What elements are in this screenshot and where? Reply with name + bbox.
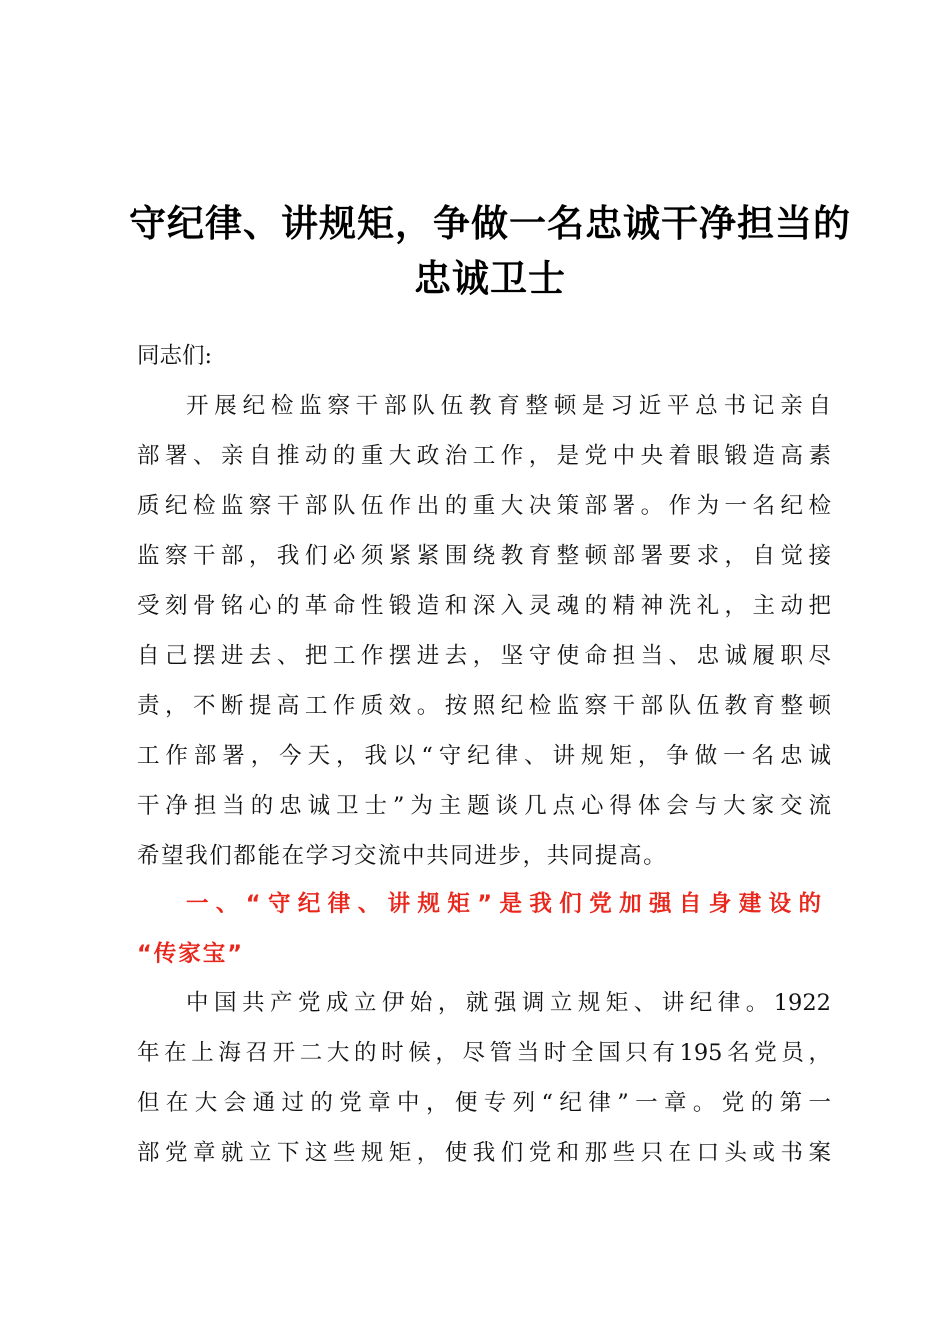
intro-line-4: 监察干部，我们必须紧紧围绕教育整顿部署要求，自觉接 [137,543,831,569]
intro-line-3: 质纪检监察干部队伍作出的重大决策部署。作为一名纪检 [137,493,831,519]
section-1-heading-line-1: 一、“守纪律、讲规矩”是我们党加强自身建设的 [186,891,821,917]
intro-line-6: 自己摆进去、把工作摆进去，坚守使命担当、忠诚履职尽 [137,643,831,669]
intro-line-10: 希望我们都能在学习交流中共同进步，共同提高。 [137,843,668,869]
title-line-2: 忠诚卫士 [414,257,566,300]
intro-line-7: 责，不断提高工作质效。按照纪检监察干部队伍教育整顿 [137,693,831,719]
intro-line-1: 开展纪检监察干部队伍教育整顿是习近平总书记亲自 [186,393,831,419]
document-title [120,196,860,306]
section-1-heading-line-2: “传家宝” [137,941,245,967]
title-line-1: 守纪律、讲规矩，争做一名忠诚干净担当的 [129,202,851,245]
salutation: 同志们: [137,343,213,369]
section-1-line-1: 中国共产党成立伊始，就强调立规矩、讲纪律。1922 [186,990,831,1016]
section-1-line-3: 但在大会通过的党章中，便专列“纪律”一章。党的第一 [137,1090,831,1116]
section-1-line-4: 部党章就立下这些规矩，使我们党和那些只在口头或书案 [137,1140,831,1166]
intro-line-8: 工作部署，今天，我以“守纪律、讲规矩，争做一名忠诚 [137,743,831,769]
intro-line-2: 部署、亲自推动的重大政治工作，是党中央着眼锻造高素 [137,443,831,469]
intro-line-5: 受刻骨铭心的革命性锻造和深入灵魂的精神洗礼，主动把 [137,593,831,619]
intro-line-9: 干净担当的忠诚卫士”为主题谈几点心得体会与大家交流 [137,793,831,819]
section-1-line-2: 年在上海召开二大的时候，尽管当时全国只有195名党员， [137,1040,831,1066]
